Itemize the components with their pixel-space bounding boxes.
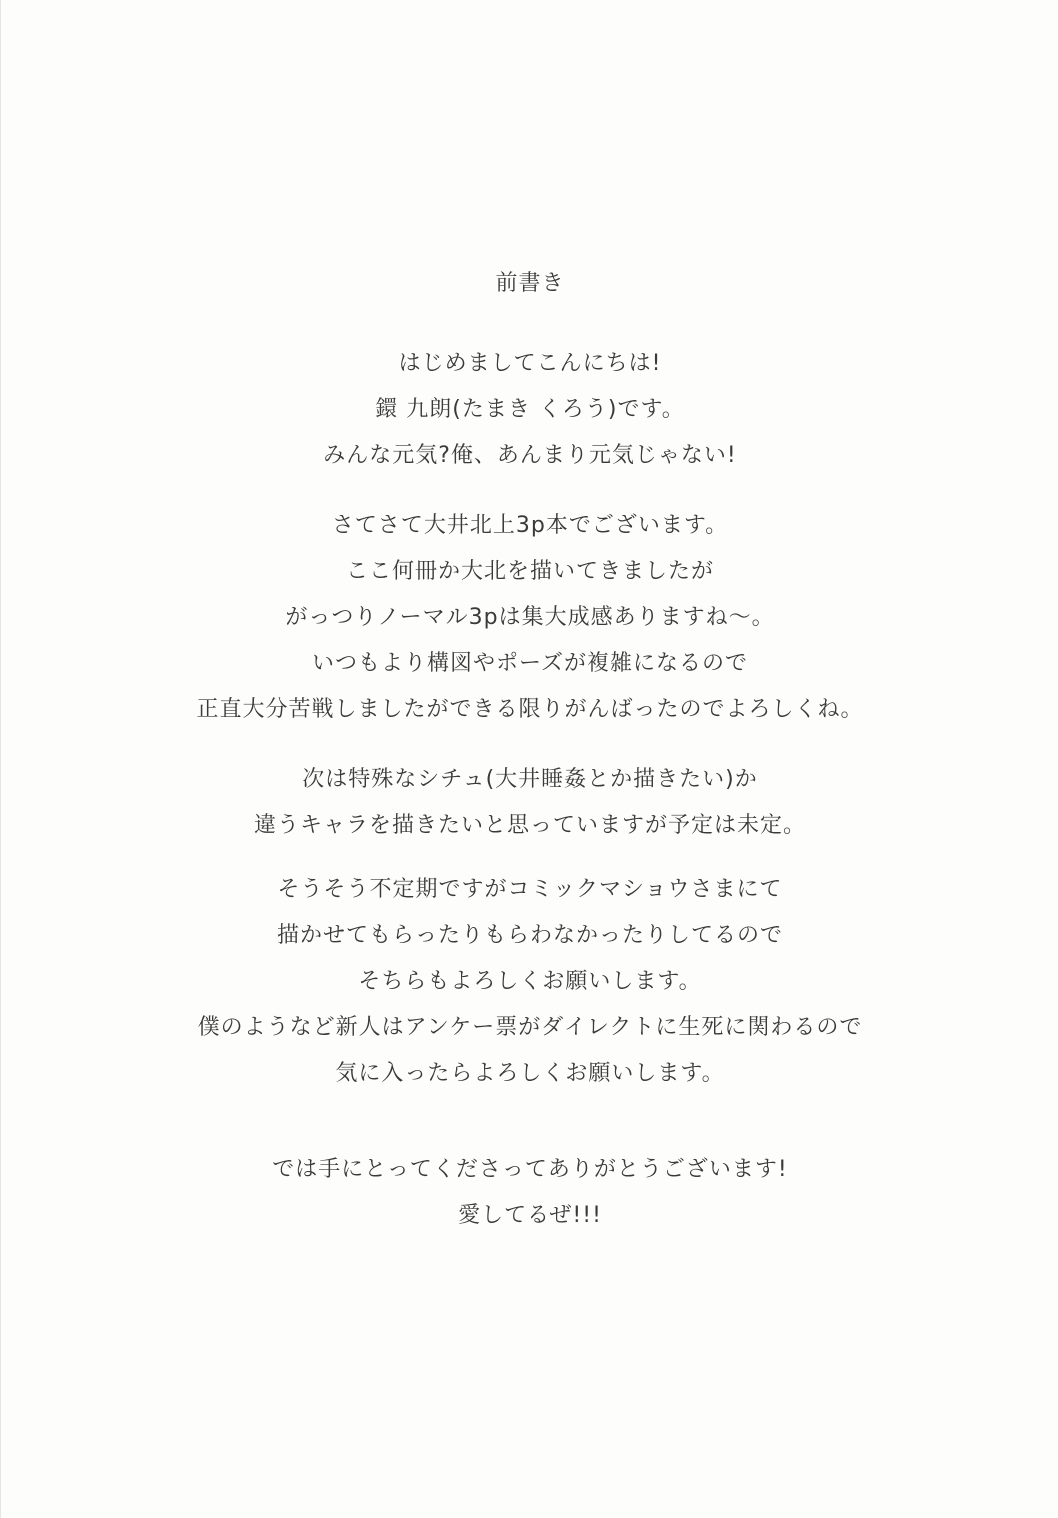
text-line: 愛してるぜ!!! [458,1203,602,1228]
text-line: 描かせてもらったりもらわなかったりしてるので [276,923,783,948]
text-line: さてさて大井北上3p本でございます。 [331,513,729,538]
text-line: 鐶 九朗(たまき くろう)です。 [375,397,685,422]
text-line: 僕のようなど新人はアンケー票がダイレクトに生死に関わるので [197,1015,863,1040]
text-line: みんな元気?俺、あんまり元気じゃない! [323,443,737,468]
text-line: ここ何冊か大北を描いてきましたが [345,559,714,584]
text-line: はじめましてこんにちは! [398,351,662,376]
text-line: 次は特殊なシチュ(大井睡姦とか描きたい)か [302,767,758,792]
text-line: いつもより構図やポーズが複雑になるので [312,651,748,676]
text-line: 違うキャラを描きたいと思っていますが予定は未定。 [253,813,806,838]
text-line: では手にとってくださってありがとうございます! [272,1157,788,1182]
text-line: そうそう不定期ですがコミックマショウさまにて [277,877,783,902]
text-line: がっつりノーマル3pは集大成感ありますね～。 [285,605,775,630]
text-line: そちらもよろしくお願いします。 [358,969,702,994]
page-title: 前書き [495,271,565,296]
text-line: 気に入ったらよろしくお願いします。 [335,1061,725,1086]
text-line: 正直大分苦戦しましたができる限りがんばったのでよろしくね。 [196,697,864,722]
